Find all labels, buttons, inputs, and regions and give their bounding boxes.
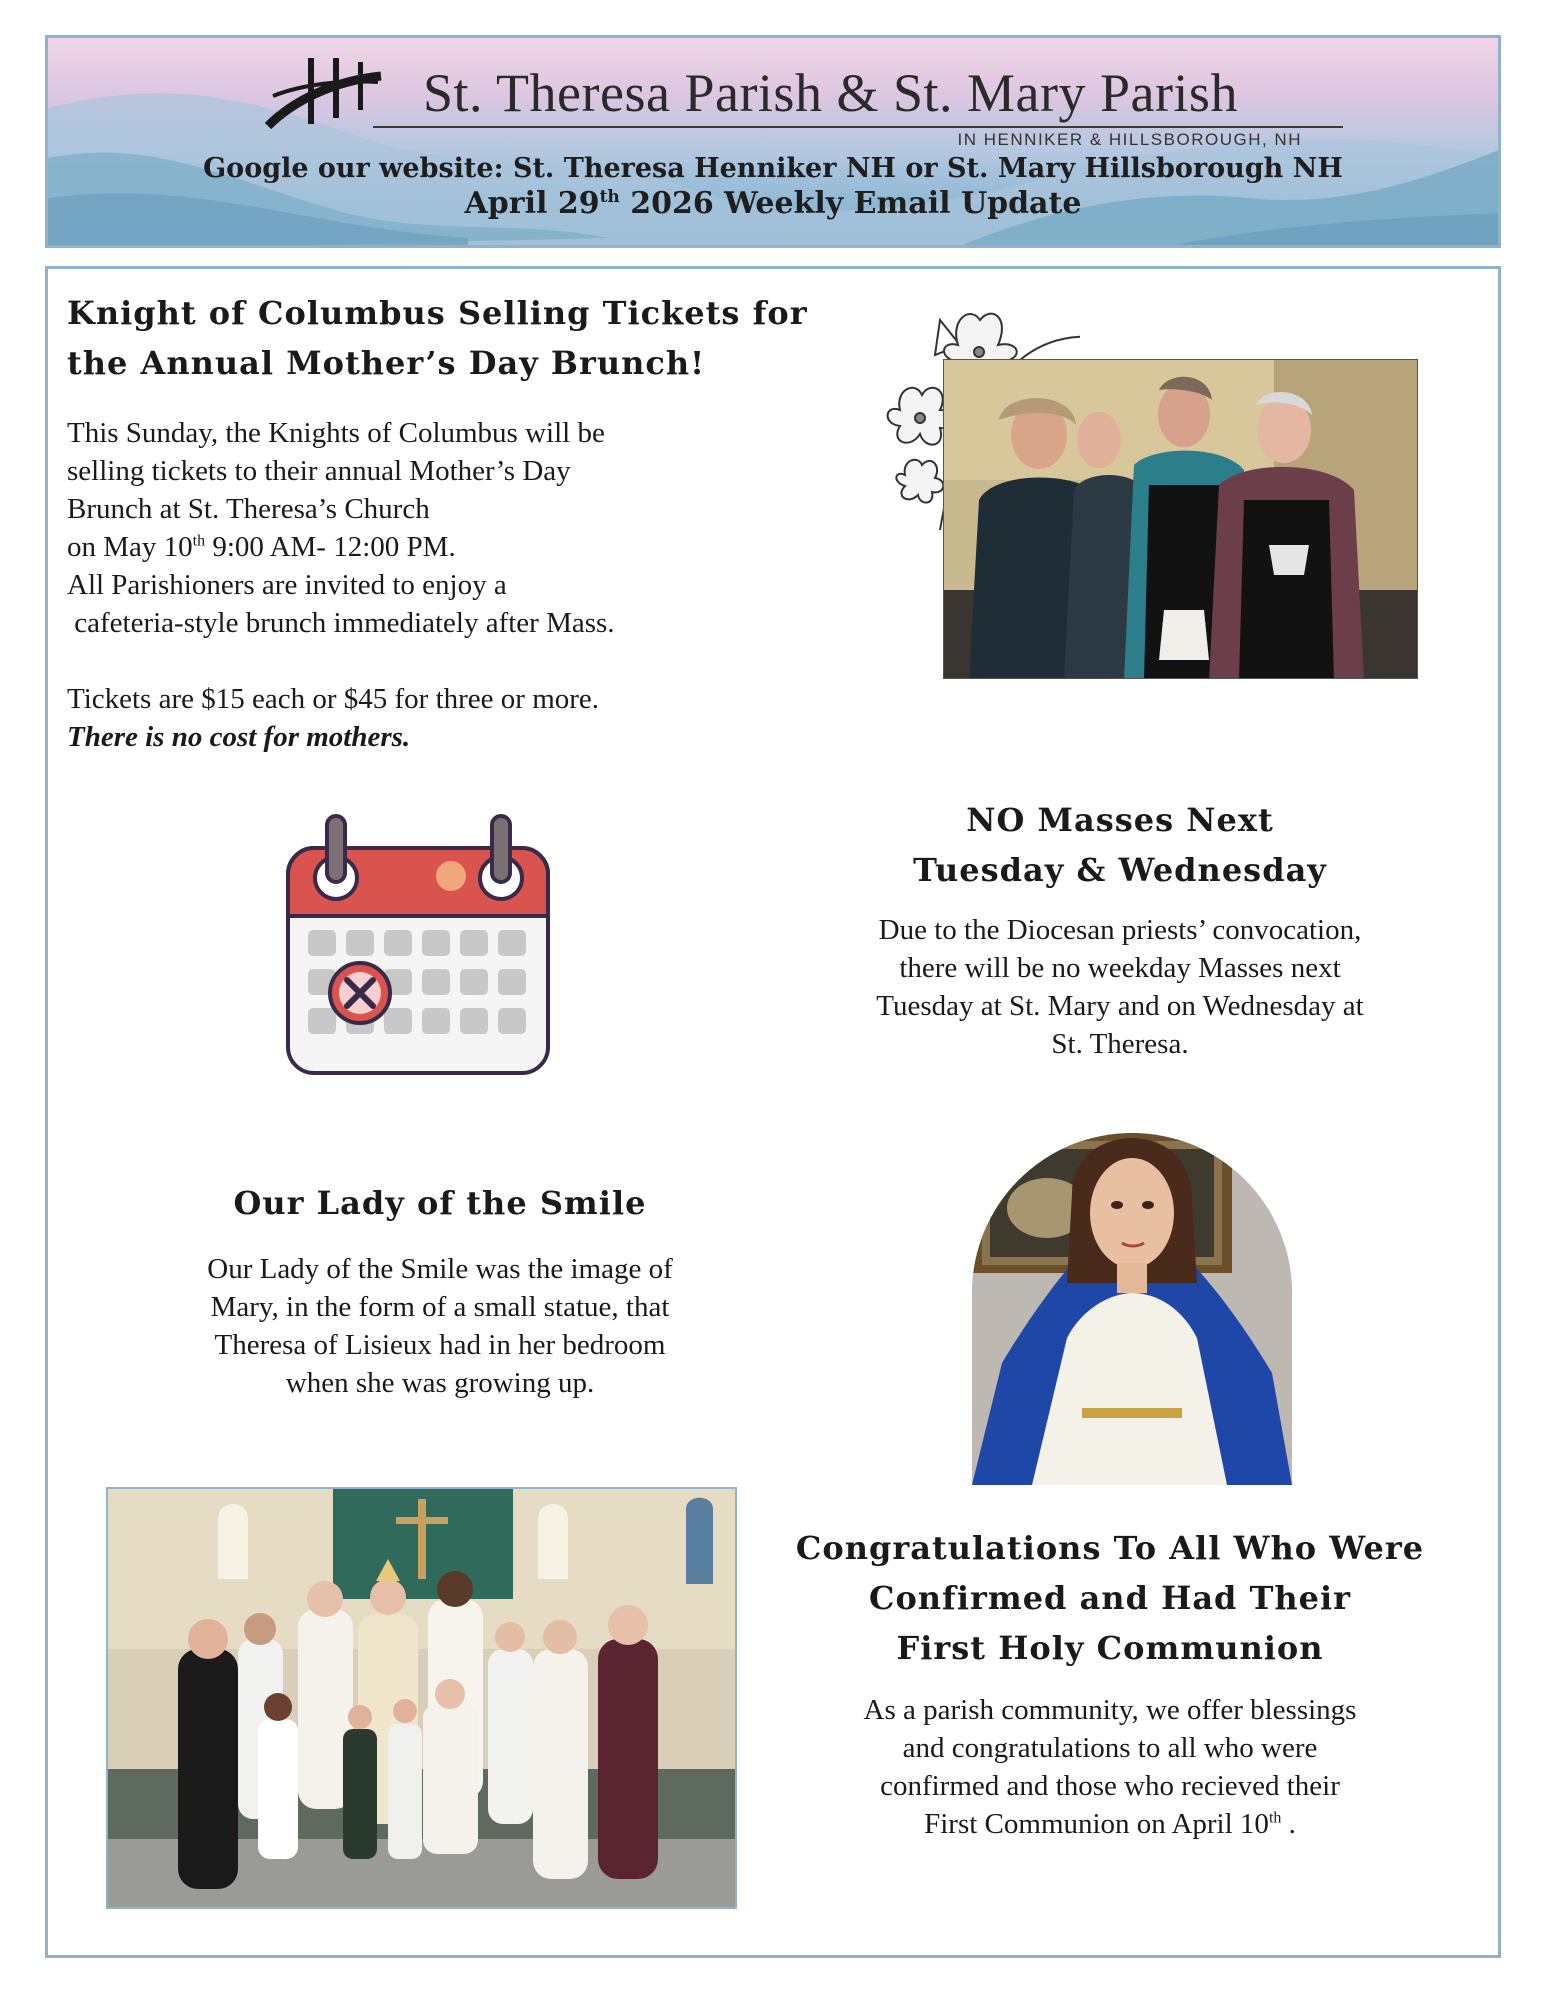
website-line: Google our website: St. Theresa Henniker NH or St. Mary Hillsborough NH: [203, 153, 1343, 184]
parish-location: IN HENNIKER & HILLSBOROUGH, NH: [957, 130, 1302, 149]
kofc-title: [67, 288, 827, 388]
statue-illustration: [972, 1133, 1292, 1485]
no-masses-body: [820, 911, 1420, 1063]
our-lady-line2: Mary, in the form of a small statue, that: [210, 1291, 670, 1323]
header-banner: [45, 35, 1501, 248]
kofc-line4-sup: th: [192, 532, 206, 550]
no-masses-title-line2: Tuesday & Wednesday: [913, 851, 1327, 889]
kofc-line7: Tickets are $15 each or $45 for three or more.: [67, 683, 600, 715]
kofc-line6: cafeteria-style brunch immediately after Mass.: [67, 607, 615, 639]
our-lady-line3: Theresa of Lisieux had in her bedroom: [214, 1329, 666, 1361]
calendar-cancel-icon: [283, 813, 553, 1083]
kofc-line4-suffix: 9:00 AM- 12:00 PM.: [205, 531, 456, 563]
title-divider: [373, 126, 1343, 128]
kofc-title-line1: Knight of Columbus Selling Tickets for: [67, 294, 808, 332]
kofc-line4-prefix: on May 10: [67, 531, 193, 563]
date-suffix: 2026 Weekly Email Update: [619, 186, 1082, 221]
knights-photo-illustration: [944, 360, 1418, 679]
congrats-title-line3: First Holy Communion: [896, 1629, 1324, 1667]
kofc-title-line2: the Annual Mother’s Day Brunch!: [67, 344, 706, 382]
first-communion-group-photo: [106, 1487, 737, 1909]
our-lady-statue-photo: [972, 1133, 1292, 1485]
congrats-title: [780, 1523, 1440, 1673]
kofc-section: [67, 288, 827, 756]
congrats-line4-prefix: First Communion on April 10: [924, 1808, 1269, 1840]
our-lady-title: Our Lady of the Smile: [233, 1184, 647, 1222]
no-masses-line1: Due to the Diocesan priests’ convocation,: [878, 914, 1362, 946]
congratulations-section: [780, 1523, 1440, 1843]
congrats-line1: As a parish community, we offer blessings: [863, 1694, 1357, 1726]
no-masses-line4: St. Theresa.: [1051, 1028, 1189, 1060]
no-masses-line3: Tuesday at St. Mary and on Wednesday at: [876, 990, 1364, 1022]
kofc-line5: All Parishioners are invited to enjoy a: [67, 569, 507, 601]
congrats-line3: confirmed and those who recieved their: [880, 1770, 1340, 1802]
no-masses-title-line1: NO Masses Next: [966, 801, 1274, 839]
no-masses-title: [820, 795, 1420, 895]
our-lady-line1: Our Lady of the Smile was the image of: [207, 1253, 673, 1285]
parish-title: St. Theresa Parish & St. Mary Parish: [423, 63, 1238, 123]
congrats-line4-suffix: .: [1281, 1808, 1296, 1840]
kofc-line2: selling tickets to their annual Mother’s Day: [67, 455, 571, 487]
no-masses-section: [820, 795, 1420, 1063]
congrats-line2: and congratulations to all who were: [902, 1732, 1318, 1764]
date-prefix: April 29: [464, 186, 600, 221]
date-superscript: th: [599, 187, 620, 207]
communion-photo-illustration: [108, 1489, 737, 1909]
knights-group-photo: [943, 359, 1418, 679]
congrats-body: [780, 1691, 1440, 1843]
congrats-title-line1: Congratulations To All Who Were: [795, 1529, 1425, 1567]
congrats-line4-sup: th: [1268, 1809, 1282, 1827]
our-lady-section: [140, 1178, 740, 1402]
issue-date-line: [48, 186, 1498, 221]
kofc-line3: Brunch at St. Theresa’s Church: [67, 493, 430, 525]
kofc-body: [67, 414, 827, 756]
our-lady-body: [140, 1250, 740, 1402]
kofc-line8: There is no cost for mothers.: [67, 721, 411, 753]
no-masses-line2: there will be no weekday Masses next: [899, 952, 1341, 984]
our-lady-line4: when she was growing up.: [285, 1367, 595, 1399]
congrats-title-line2: Confirmed and Had Their: [868, 1579, 1352, 1617]
cross-logo-icon: [263, 56, 383, 131]
kofc-line1: This Sunday, the Knights of Columbus will be: [67, 417, 605, 449]
